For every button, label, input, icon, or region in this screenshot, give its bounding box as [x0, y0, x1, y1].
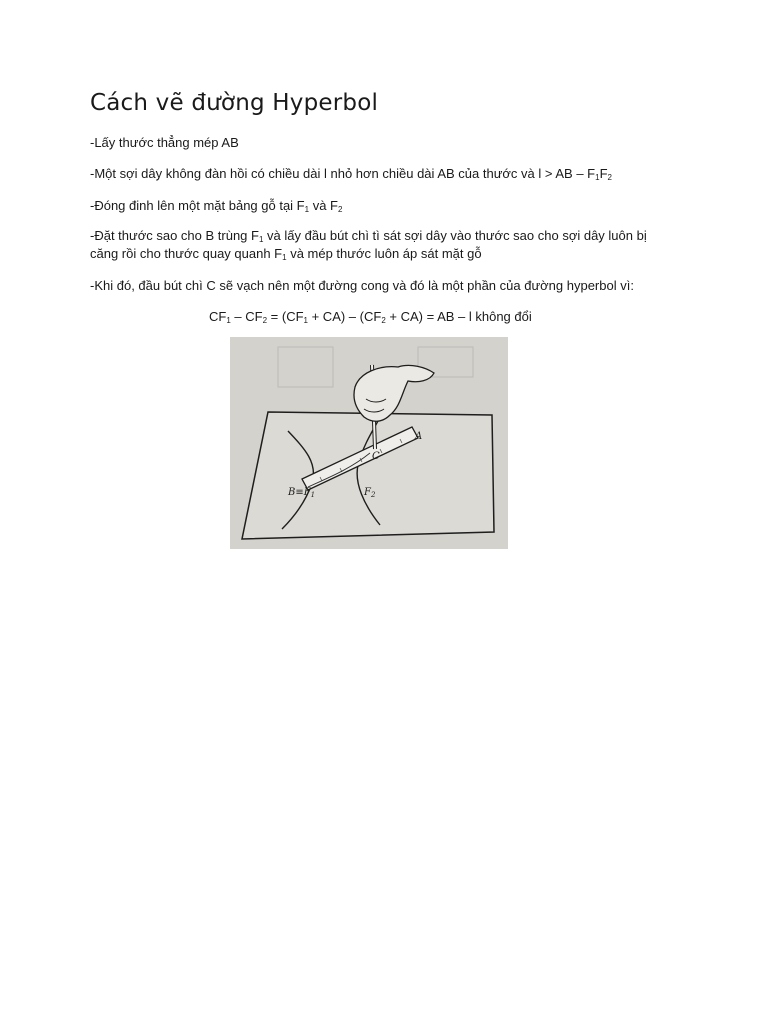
document-title: Cách vẽ đường Hyperbol	[90, 90, 379, 116]
label-F2: $F_2$	[364, 487, 376, 499]
step-2-text: -Một sợi dây không đàn hồi có chiều dài l nhỏ hơn chiều dài AB của thước và l > AB – $F_1F_2$	[90, 166, 612, 182]
hyperbol-drawing-figure	[230, 337, 508, 549]
step-4-text: -Đặt thước sao cho B trùng $F_1$ và lấy đầu bút chì tì sát sợi dây vào thước sao cho sợi dây luôn bị căng rồi cho thước quay quanh $F_1$ và mép thước luôn áp sát mặt gỗ	[90, 228, 647, 262]
label-B-F1: $B\equiv F_1$	[288, 487, 316, 499]
label-C: C	[372, 451, 380, 462]
step-1-text: -Lấy thước thẳng mép AB	[90, 135, 239, 150]
hyperbol-formula: $CF_1 - CF_2 = (CF_1 + CA) - (CF_2 + CA)$ = AB – l không đổi	[209, 309, 532, 325]
step-5-text: -Khi đó, đầu bút chì C sẽ vạch nên một đường cong và đó là một phần của đường hyperbol vì:	[90, 278, 634, 293]
label-A: A	[415, 431, 423, 442]
step-3-text: -Đóng đinh lên một mặt bảng gỗ tại $F_1$ và $F_2$	[90, 198, 343, 214]
wooden-board	[242, 412, 494, 539]
